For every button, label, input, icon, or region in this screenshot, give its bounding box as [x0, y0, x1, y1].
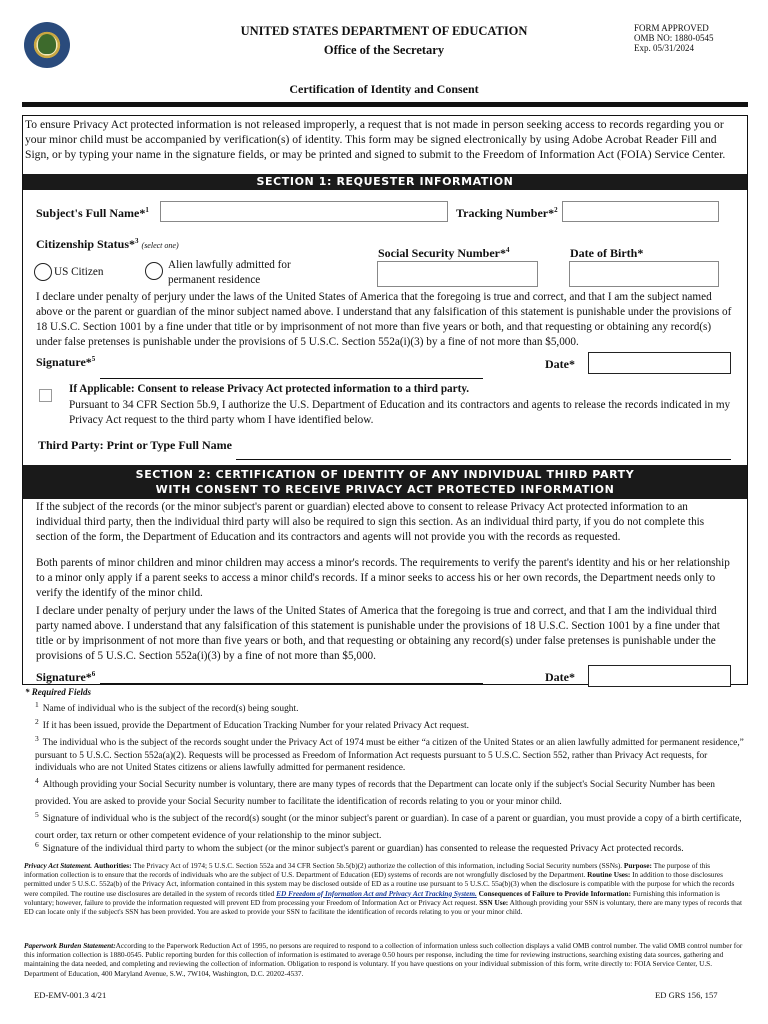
ssn-use-label: SSN Use:: [479, 897, 509, 907]
alien-resident-radio[interactable]: [145, 262, 163, 280]
office-title: Office of the Secretary: [323, 43, 445, 57]
us-citizen-label: US Citizen: [54, 266, 104, 278]
consent-text: Pursuant to 34 CFR Section 5b.9, I authorize the U.S. Department of Education and its contractors and agents to release the records indicated in my Privacy Act request to the third party whom I have identified below.: [69, 399, 731, 426]
expiration-date: Exp. 05/31/2024: [634, 43, 694, 53]
date2-label: Date*: [545, 670, 575, 684]
header-divider: [22, 102, 748, 107]
form-approved-text: FORM APPROVED: [634, 23, 709, 33]
section1-declaration: I declare under penalty of perjury under the laws of the United States of America that the foregoing is true and correct, and that I am the subject named above or the parent or guardian of the minor subject named above. I understand that any falsification of this statement is punishable under the provisions of 18 U.S.C. Section 1001 by a fine under that title or by imprisonment of not more than five years or both, and that requesting or obtaining any record(s) under false pretenses is punishable under the provisions of 5 U.S.C. Section 552a(i)(3) by a fine of not more than $5,000.: [36, 291, 732, 348]
required-note-4: $^4$ Although providing your Social Security number is voluntary, there are many types of records that the Department can locate only if the subject's Social Security Number has been provided. You are asked to provide your Social Security number to facilitate the identification of records relating to you or your minor child.: [35, 776, 715, 808]
date2-field[interactable]: [588, 665, 731, 687]
required-note-2: $^2$ If it has been issued, provide the Department of Education Tracking Number for your related Privacy Act request.: [35, 717, 469, 732]
section1-heading: SECTION 1: REQUESTER INFORMATION: [23, 174, 747, 190]
records-schedule: ED GRS 156, 157: [655, 990, 718, 1000]
omb-number: OMB NO: 1880-0545: [634, 33, 714, 43]
routine-uses-text: In addition to those disclosures permitted under 5 U.S.C. 552a(b) of the Privacy Act, information contained in this system may be disclosed outside of ED as a routine use pursuant to 5 U.S.C. 55a(b)(3) when the disclosure is compatible with the purpose for which the records were compiled. The routine use disclosures are detailed in the system of records titled: [24, 870, 735, 898]
privacy-label: Privacy Act Statement.: [24, 861, 93, 870]
privacy-act-statement: [24, 861, 746, 916]
department-seal-logo: [24, 22, 70, 68]
burden-text: According to the Paperwork Reduction Act of 1995, no persons are required to respond to a collection of information unless such collection displays a valid OMB control number. The valid OMB control number for this information collection is 1880-0545. Public reporting burden for this collection of information is estimated to average 0.50 hours per response, including the time for reviewing instructions, searching existing data sources, gathering and maintaining the data needed, and completing and reviewing the collection of information. Obligation to respond is voluntary. If you have questions on your individual submission of this form, write directly to: FOIA Service Center, U.S. Department of Education, 400 Maryland Avenue, S.W., 7W104, Washington, D.C. 20202-4537.: [24, 941, 743, 978]
signature2-line[interactable]: [100, 683, 483, 684]
third-party-label: Third Party: Print or Type Full Name: [38, 438, 232, 452]
citizenship-note: (select one): [141, 241, 179, 250]
seal-tree-icon: [38, 34, 56, 54]
section2-heading-line2: WITH CONSENT TO RECEIVE PRIVACY ACT PROTECTED INFORMATION: [155, 483, 615, 496]
ssn-use-text: Although providing your SSN is voluntary, there are many types of records that ED can locate only if the subject's SSN has been provided. You are asked to provide your SSN to facilitate the identification of records relating to you or your minor child.: [24, 897, 743, 917]
required-note-3: $^3$ The individual who is the subject of the records sought under the Privacy Act of 1974 must be either “a citizen of the United States or an alien lawfully admitted for permanent residence,” pursuant to 5 U.S.C. Section 552a(a)(2). Requests will be processed as Freedom of Information Act requests pursuant to 5 U.S.C. Section 552, rather than Privacy Act requests, for individuals who are not United States citizens or aliens lawfully admitted for permanent residence.: [35, 734, 744, 774]
section2-declaration: I declare under penalty of perjury under the laws of the United States of America that the foregoing is true and correct, and that I am the individual third party named above. I understand that any falsification of this statement is punishable under the provisions of 18 U.S.C. Section 1001 by a fine under that title or by imprisonment of not more than five years or both, and that requesting or obtaining any record(s) under false pretenses is punishable under the provisions of 5 U.S.C. Section 552a(i)(3) by a fine of not more than $5,000.: [36, 605, 720, 662]
dob-field[interactable]: [569, 261, 719, 287]
purpose-text: The purpose of this information collection is to ensure that the records of individuals who are the subject of U.S. Department of Education (ED) systems of records are not wrongfully disclosed by the Department.: [24, 861, 711, 880]
form-title: Certification of Identity and Consent: [289, 82, 479, 96]
signature1-label: Signature*$^5$: [36, 355, 96, 369]
paperwork-burden-statement: [24, 941, 746, 978]
agency-title: UNITED STATES DEPARTMENT OF EDUCATION: [240, 24, 528, 38]
date1-field[interactable]: [588, 352, 731, 374]
dob-label: Date of Birth*: [570, 246, 644, 260]
tracking-system-link[interactable]: ED Freedom of Information Act and Privacy Act Tracking System.: [276, 888, 477, 898]
us-citizen-radio[interactable]: [34, 263, 52, 281]
alien-resident-label: Alien lawfully admitted for permanent residence: [168, 259, 291, 286]
intro-paragraph: To ensure Privacy Act protected information is not released improperly, a request that is not made in person seeking access to records regarding you or your minor child must be accompanied by verification(s) of identity. This form may be signed electronically by using Adobe Acrobat Reader Fill and Sign, or by typing your name in the signature fields, or may be printed and signed to submit to the Freedom of Information Act (FOIA) Service Center.: [25, 118, 726, 161]
section2-para1: If the subject of the records (or the minor subject's parent or guardian) elected above to consent to release Privacy Act protected information to an individual third party, then the individual third party will also be required to sign this section. As an individual third party, if you do not complete this section of the form, the Department of Education and its contractors and agents will not provide you with the records as requested.: [36, 501, 705, 543]
citizenship-label: Citizenship Status*$^3$ (select one): [36, 237, 179, 251]
ssn-label: Social Security Number*$^4$: [378, 246, 510, 260]
required-note-5: $^5$ Signature of individual who is the subject of the record(s) sought (or the minor subject's parent or guardian). In case of a parent or guardian, you must provide a copy of a birth certificate, court order, tax return or other competent evidence of your relationship to the minor subject.: [35, 810, 742, 842]
section2-heading-line1: SECTION 2: CERTIFICATION OF IDENTITY OF ANY INDIVIDUAL THIRD PARTY: [135, 468, 635, 481]
tracking-number-field[interactable]: [562, 201, 719, 222]
full-name-label: Subject's Full Name*$^1$: [36, 206, 149, 220]
routine-uses-label: Routine Uses:: [587, 870, 631, 880]
consequences-text: Furnishing this information is voluntary; however, failure to provide the information requested will prevent ED from processing your Freedom of Information Act or Privacy Act request.: [24, 888, 720, 907]
authorities-label: Authorities:: [93, 861, 132, 870]
full-name-field[interactable]: [160, 201, 448, 222]
consent-heading: If Applicable: Consent to release Privacy Act protected information to a third party.: [69, 383, 470, 395]
required-fields-heading: * Required Fields: [25, 687, 92, 697]
required-note-6: $^6$ Signature of the individual third party to whom the subject (or the minor subject's parent or guardian) has consented to release the requested Privacy Act protected records.: [35, 840, 684, 855]
third-party-name-line[interactable]: [236, 459, 731, 460]
tracking-number-label: Tracking Number*$^2$: [456, 206, 558, 220]
ssn-field[interactable]: [377, 261, 538, 287]
consequences-label: Consequences of Failure to Provide Information:: [478, 888, 632, 898]
form-number: ED-EMV-001.3 4/21: [34, 990, 107, 1000]
purpose-label: Purpose:: [623, 861, 652, 870]
authorities-text: The Privacy Act of 1974; 5 U.S.C. Section 552a and 34 CFR Section 5b.5(b)(2) authorize the collection of this information, including Social Security numbers (SSNs).: [133, 861, 623, 870]
required-note-1: $^1$ Name of individual who is the subject of the record(s) being sought.: [35, 700, 299, 715]
date1-label: Date*: [545, 357, 575, 371]
section2-heading: [23, 465, 747, 499]
section2-para2: Both parents of minor children and minor children may access a minor's records. The requirements to verify the parent's identity and his or her relationship to a minor only apply if a parent seeks to access a minor child's records. If a minor seeks to access his or her own records, the Department needs only to verify the identify of the minor child.: [36, 557, 730, 599]
signature1-line[interactable]: [100, 378, 483, 379]
burden-label: Paperwork Burden Statement:: [24, 941, 116, 950]
omb-info: [634, 23, 714, 53]
signature2-label: Signature*$^6$: [36, 670, 96, 684]
consent-checkbox[interactable]: [39, 389, 52, 402]
